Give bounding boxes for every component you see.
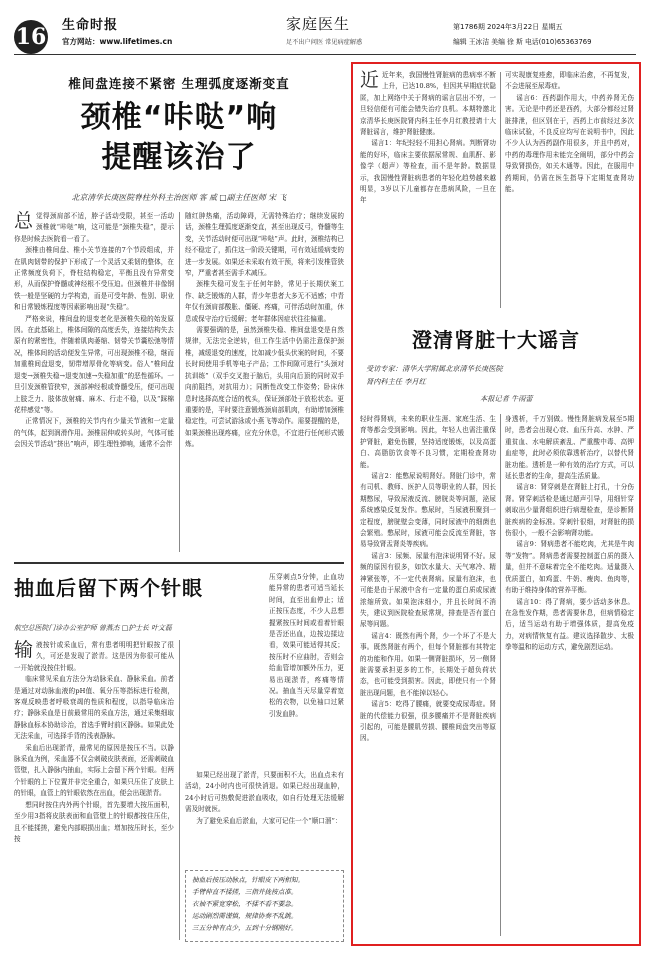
article2-byline: 航空总医院门诊办公室护师 曾燕杰 □护士长 叶文磊 xyxy=(14,624,172,632)
article1-para: 正常情况下，颈椎的关节内有少量关节液和一定量的气体，起到润滑作用。颈椎屈伸或转头时，气体可能会因关节活动“挤出”响声，即生理性弹响，通常不会伴 xyxy=(14,417,174,449)
article2-para: 输液按针或采血后，常有患者明明把针眼按了很久，可还是发现了淤青。这是因为你很可能从一开始就没按住针眼。 xyxy=(14,639,174,672)
article3-col1 xyxy=(360,414,496,936)
site-label: 官方网站：www.lifetimes.cn xyxy=(62,37,173,46)
article3-para: 谣言5：吃得了腰痛，就要变成尿毒症。肾脏的代偿能力很强，很多腰痛并不是肾脏疾病引起的，可能是腰肌劳损、腰椎间盘突出等原因。 xyxy=(360,700,496,743)
column-divider xyxy=(179,212,180,552)
article1-kicker: 椎间盘连接不紧密 生理弧度逐渐变直 xyxy=(68,76,290,91)
article2-para: 临床常见采血方法分为动脉采血、静脉采血。前者是通过对动脉血液的pH值、氧分压等指标进行检测，客观反映患者呼吸衰竭的性质和程度，以指导临床治疗；静脉采血是日前最常用的采血方法，通过采集细取静脉血标本协助诊治，首选手臂时前区静脉。如果此处无法采血，可选择手背的浅表静脉。 xyxy=(14,675,174,741)
article1-para: 严格来说，椎间盘的退变老化是颈椎失稳的始发原因。在此基础上，椎体间隙的高度丢失，连接结构失去原有的紧密性，伴随着肌肉萎缩、韧带关节囊松弛等情况，椎体间的活动便发生异常，可出现颈椎不稳，继而加重椎间盘退变，韧带增厚骨化等病变。俗人“椎间盘退变→颈椎失稳→退变加速→失稳加重”的恶性循环。一旦引发颈椎管狭窄，颈部神经根或脊髓受压，便可出现上肢乏力、肢体放射痛、麻木、行走不稳，以及“踩棉花样感觉”等。 xyxy=(14,314,174,414)
article2-col1 xyxy=(14,640,174,845)
editor-info: 编辑 王冰洁 美编 徐 斯 电话(010)65363769 xyxy=(453,38,592,46)
mnemonic-line: 手臂伸直不揉搓，三指并拢按点准。 xyxy=(192,888,298,896)
section-title: 家庭医生 xyxy=(286,15,351,33)
paper-logo: 生命时报 xyxy=(62,18,119,33)
article3-para: 身透析，千万别做。慢性肾脏病发展至5期时，患者会出现心衰、血压升高、水肿、严重贫血、水电解质紊乱、严重酸中毒、高钾血症等，此时必须依靠透析治疗，以替代肾脏功能。透析是一种有效的治疗方式，可以延长患者的生命，提高生活质量。 xyxy=(505,415,634,481)
article1-para: 颈椎由椎间盘、椎小关节连接的7个节段组成，并在肌肉韧带的保护下形成了一个灵活又柔韧的整体，在正常频度负荷下，脊柱结构稳定，平衡且没有异常变形，从而保护脊髓或神经根不受压迫。但颈椎并非像钢铁一般是坚硬的力学构造，而是可受年龄、性别、职业和日常锻炼程度等因素影响出现“失稳”。 xyxy=(14,246,174,312)
article2-col2 xyxy=(185,572,344,720)
article2-col2-rest xyxy=(185,770,344,827)
column-divider xyxy=(179,640,180,940)
mnemonic-box xyxy=(185,870,344,942)
article3-para: 谣言10：得了肾病，要少活动多休息。在急性发作期，患者需要休息，但病情稳定后，适当运动有助于增强体质，提高免疫力，对病情恢复有益。建议选择散步、太极拳等温和的运动方式，避免剧烈运动。 xyxy=(505,597,634,652)
column-divider xyxy=(500,414,501,936)
article3-para: 谣言8：肾穿刺是在肾脏上打孔，十分伤肾。肾穿刺活检是通过超声引导，用细针穿刺取出少量肾组织进行病理检查，是诊断肾脏疾病的金标准。穿刺针很细，对肾脏的损伤很小，一般不会影响肾功能。 xyxy=(505,483,634,538)
article2-para: 为了避免采血后淤血，大家可记住一个“顺口溜”： xyxy=(196,816,342,825)
page-number-text: 16 xyxy=(15,24,47,50)
article2-title: 抽血后留下两个针眼 xyxy=(14,576,203,600)
article3-para: 谣言3：尿频、尿量有泡沫说明肾不好。尿频的原因有很多，如饮水量大、天气寒冷、精神紧张等，不一定代表肾病。尿量有泡沫，也可能是由于尿液中含有一定量的蛋白质或尿液浓缩所致。如果泡沫细小，并且长时间不消失，建议到医院检查尿常规，排查是否有蛋白尿等问题。 xyxy=(360,551,496,629)
article3-source: 受访专家：清华大学附属北京清华长庚医院 肾内科主任 李月红 xyxy=(366,364,503,386)
dropcap: 近 xyxy=(360,70,380,91)
article-divider xyxy=(14,562,344,564)
article1-col1 xyxy=(14,211,174,451)
article3-intro-col2 xyxy=(505,70,634,310)
article1-para: 随红肿热痛，活动障碍，无需特殊治疗；继续发展的话，颈椎生理弧度逐渐变直，甚至出现反弓，脊髓等生变，关节活动时便可出现“咔哒”声。此时，颈椎结构已经不稳定了，抓住这一阶段关键期，可有效延缓病变的进一步发展。如果还未采取有效干预，将来引发椎管狭窄，严重者甚至需手术减压。 xyxy=(185,212,344,278)
dropcap: 输 xyxy=(14,639,34,661)
article3-para: 可实现康复痊愈，即临床治愈，不再复发，不会进展至尿毒症。 xyxy=(505,71,634,91)
article3-para: 谣言4：既然有两个肾，少一个坏了不是大事。既然肾脏有两个，但每个肾脏都有其特定的功能和作用。如果一侧肾脏损坏，另一侧肾脏需要承担更多的工作，长期处于超负荷状态，也可能受到损害。因此，即使只有一个肾脏出现问题，也不能掉以轻心。 xyxy=(360,631,496,697)
article2-para: 想同时按住内外两个针眼，首先要增大按压面积，至少用3指将皮肤表面和血管壁上的针眼都按住压住，且不能揉搓，避免内部眼损出血；增加按压时长，至少按 xyxy=(14,800,174,843)
masthead-rule xyxy=(14,54,636,55)
mnemonic-line: 三五分钟有点少，五到十分钢刚好。 xyxy=(192,924,298,932)
article2-para: 压穿刺点5分钟，止血功能异常的患者可适当延长时间，直至出血停止；适正按压态度，不少人总想握紧按压时间或看着针眼是否还出血，边按边揉边看，效果可能适得其反；按压时不应曲肘，否则会给血管增加额外压力，更易出现淤青，疼痛等情况。抽血当天尽量穿着宽松的衣物，以免袖口过紧引发血肿。 xyxy=(269,573,344,718)
article3-para: 谣言2：能憋尿说明肾好。肾脏门诊中，常有司机、教师、医护人员等职业的人群，因长期憋尿，导致尿液反流、膀胱炎等问题，泌尿系统感染反复发作。憋尿时，当尿液积聚到一定程度，膀胱壁会变薄，同时尿液中的细菌也会繁殖。憋尿时，尿液可能会反流至肾脏，容易导致肾盂肾炎等疾病。 xyxy=(360,472,496,549)
dropcap: 总 xyxy=(14,210,34,232)
article3-title: 澄清肾脏十大谣言 xyxy=(412,328,580,352)
article3-para: 谣言9：肾病患者不能吃肉，尤其是牛肉等“发物”。肾病患者需要控制蛋白质的摄入量，但并不意味着完全不能吃肉。适量摄入优质蛋白，如鸡蛋、牛奶、瘦肉、鱼肉等，有助于维持身体的营养平衡。 xyxy=(505,540,634,595)
article3-para: 近近年来，我国慢性肾脏病的患病率不断上升，已达10.8%，但因其早期症状隐匿，加上网络中关于肾病的谣言层出不穷，一旦轻信便有可能会错失治疗良机。本期特邀北京清华长庚医院肾内科主任李月红教授请十大肾脏谣言，维护肾脏健康。 xyxy=(360,70,496,137)
column-divider xyxy=(500,72,501,308)
mnemonic-line: 衣袖不紧宽穿松，不揉不看不要急。 xyxy=(192,900,298,908)
article3-reporter: 本报记者 牛雨蕾 xyxy=(480,394,533,403)
article1-para: 总觉得颈肩部不适，脖子活动受限，甚至一活动颈椎就“咔哒”响，这可能是“颈椎失稳”，提示你是时候去医院看一看了。 xyxy=(14,210,174,243)
article3-col2 xyxy=(505,414,634,936)
article3-para: 谣言6：西药副作用大，中药养肾无伤害。无论是中药还是西药，大部分都经过肾脏排泄，但区别在于，西药上市前经过多次临床试验，不良反应均写在说明书中，因此不少人认为西药副作用很多，并且中药对，中药的毒理作用未能完全阐明，部分中药会导致肾损伤，如关木通等。因此，在服用中药期间，仍需在医生指导下定期复查肾功能。 xyxy=(505,93,634,194)
article3-para: 轻时得肾病，未来的职业生涯、家庭生活、生育等都会受到影响。因此，年轻人也需注重保护肾脏，避免伤腰，坚持适度锻炼，以及高蛋白、高脂肪饮食等不良习惯，定期检查肾功能。 xyxy=(360,415,496,469)
issue-info: 第1786期 2024年3月22日 星期五 xyxy=(453,23,563,31)
article1-para: 颈椎失稳可发生于任何年龄，常见于长期伏案工作、缺乏锻炼的人群，青少年患者大多无不适感；中青年仅有颈肩部酸胀、僵硬、疼痛，可伴活动时加重，休息或保守治疗后缓解；老年群体因症状往往偏重。 xyxy=(185,280,344,323)
article1-para: 需要强调的是，虽然颈椎失稳、椎间盘退变是自然规律，无法完全逆转，但工作生活中仍需注意保护颈椎，减缓退变的速度，比如减少低头伏案的时间，不要长时间使用手机等电子产品；工作间隙可进行“头颈对抗训练”（双手交叉抱于脑后，头用向后顶的同时双手向前阻挡，对抗用力）；同断性改变工作姿势；卧床休息时选择高度合适的枕头，保证颈部处于放松状态。更重要的是，平时要注意锻炼颈肩部肌肉，有助增加颈椎稳定性，可尝试游泳或小燕飞等动作。需要提醒的是，如果颈椎出现疼痛，应充分休息，不宜进行任何形式锻炼。 xyxy=(185,326,344,449)
section-slogan: 足不出户问医 常见病症解惑 xyxy=(286,39,363,46)
article2-para: 采血后出现淤青，最常见的原因是按压不当。以静脉采血为例，采血器不仅会刺破皮肤表面，还需刺破血管壁，扎入静脉内抽血，实际上会留下两个针眼。但两个针眼的上下位置并非完全重合，如果只压住了皮肤上的针眼，血管上的针眼依然在出血，便会出现淤青。 xyxy=(14,743,174,798)
article1-title-line2: 提醒该治了 xyxy=(101,140,257,175)
article2-col2-lead xyxy=(185,572,344,720)
article3-intro-col1 xyxy=(360,70,496,310)
mnemonic-line: 运动剧烈需谨慎，规律协奏不乱跳。 xyxy=(192,912,298,920)
article3-para: 谣言1：年纪轻轻不用担心肾病。判断肾功能的好坏，临床主要依据尿常规、血肌酐、影像学（超声）等检查，而不是年龄。数据显示，我国慢性肾脏病患者的年轻化趋势越来越明显，3岁以下儿童都存在患病风险，一旦在年 xyxy=(360,139,496,205)
article1-byline: 北京清华长庚医院脊柱外科主治医师 客 威 □副主任医师 宋 飞 xyxy=(71,193,287,202)
article1-title-line1: 颈椎“咔哒”响 xyxy=(80,100,278,135)
article1-col2 xyxy=(185,211,344,451)
mnemonic-line: 抽血后按压动脉点，针眼皮下两相知。 xyxy=(192,876,305,884)
article2-para: 如果已经出现了淤青，只要面积不大，出血点未有活动，24小时内也可很快消退。如果已经出现血肿，24小时后可热敷促进淤血吸收，如自行处理无法缓解需及时就医。 xyxy=(185,771,344,814)
